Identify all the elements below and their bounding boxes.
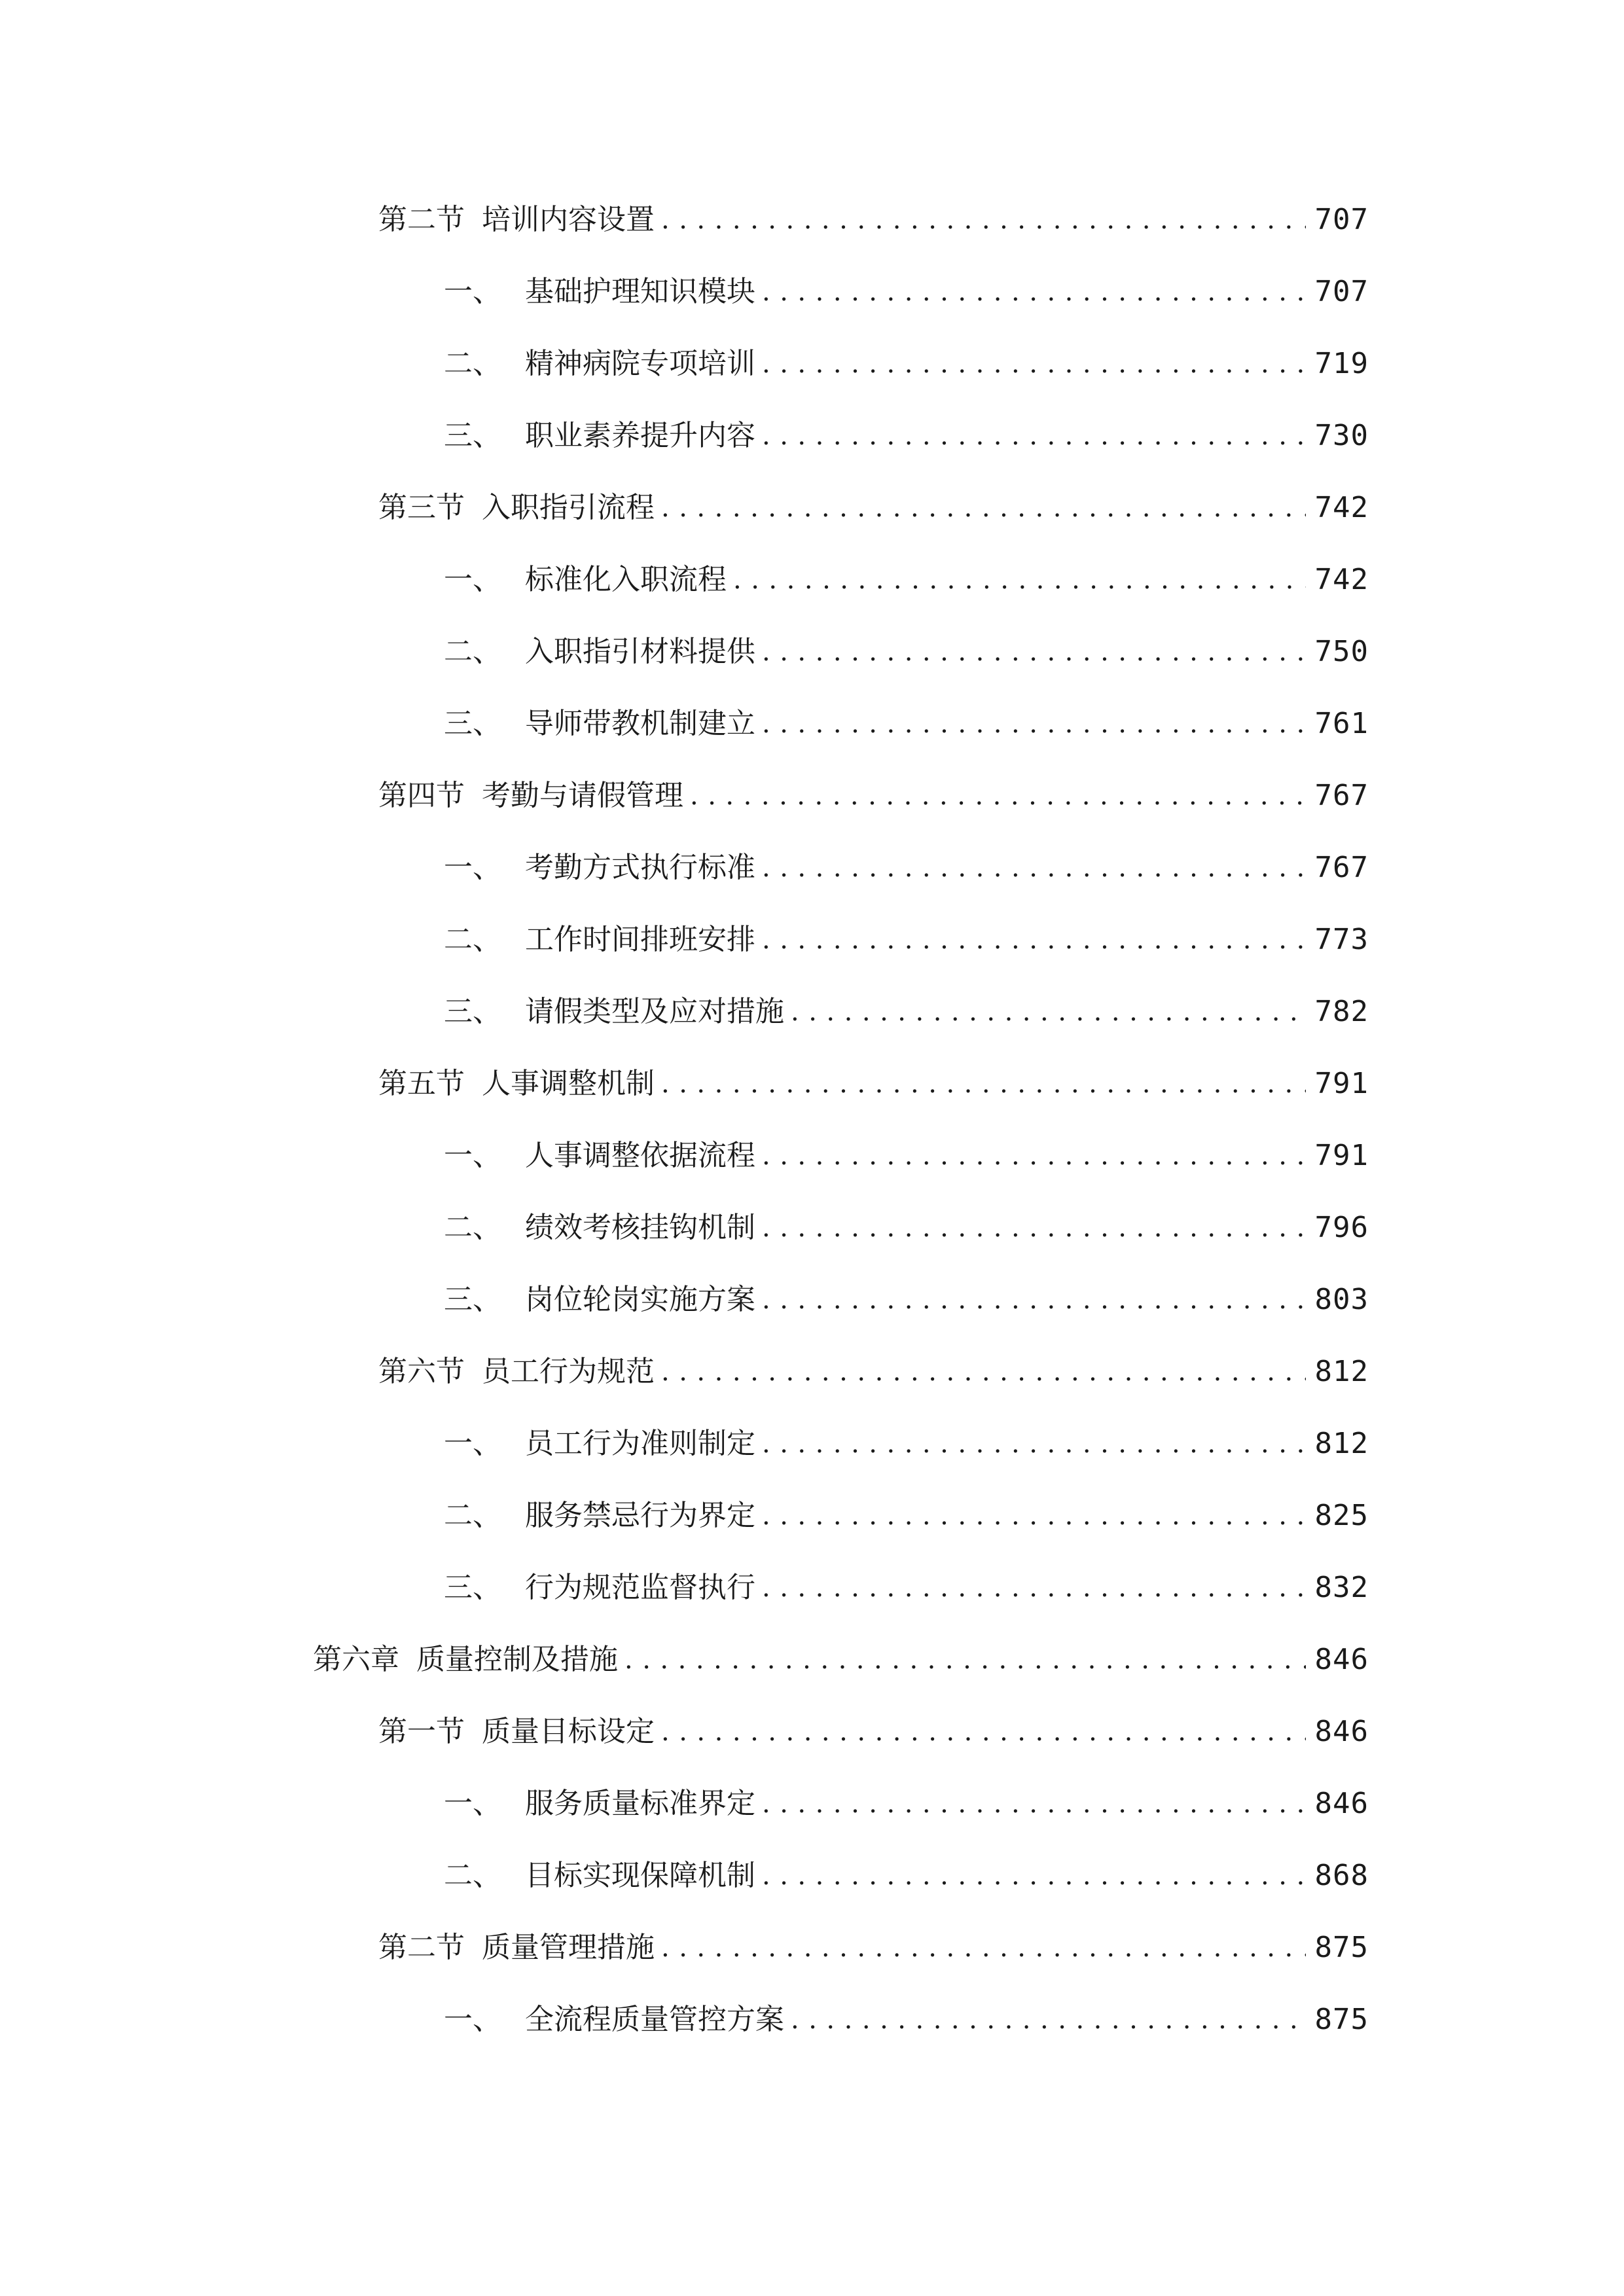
- toc-dot-leader: [733, 554, 1306, 606]
- toc-entry-page: 846: [1314, 1787, 1369, 1820]
- toc-entry-title: 质量管理措施: [482, 1931, 655, 1964]
- toc-entry-number: 二、: [444, 1859, 501, 1892]
- toc-entry-title: 岗位轮岗实施方案: [525, 1283, 755, 1316]
- toc-entry-title: 考勤方式执行标准: [525, 851, 755, 884]
- toc-entry-number: 一、: [444, 2003, 501, 2036]
- toc-entry-subsection[interactable]: [0, 1274, 1624, 1326]
- toc-entry-page: 707: [1314, 203, 1369, 236]
- toc-entry-page: 791: [1314, 1139, 1369, 1172]
- toc-entry-number: 三、: [444, 1571, 501, 1604]
- toc-entry-number: 一、: [444, 1139, 501, 1172]
- toc-entry-number: 一、: [444, 275, 501, 308]
- toc-dot-leader: [661, 194, 1306, 246]
- toc-entry-title: 员工行为准则制定: [525, 1427, 755, 1460]
- toc-entry-subsection[interactable]: [0, 986, 1624, 1038]
- toc-entry-page: 875: [1314, 1931, 1369, 1964]
- toc-entry-subsection[interactable]: [0, 1562, 1624, 1614]
- toc-entry-section[interactable]: [0, 1706, 1624, 1758]
- toc-entry-subsection[interactable]: [0, 698, 1624, 750]
- toc-dot-leader: [762, 410, 1306, 462]
- toc-entry-subsection[interactable]: [0, 626, 1624, 678]
- toc-dot-leader: [661, 482, 1306, 534]
- toc-entry-page: 750: [1314, 635, 1369, 668]
- toc-entry-title: 员工行为规范: [482, 1355, 655, 1388]
- toc-entry-number: 二、: [444, 347, 501, 380]
- toc-entry-number: 一、: [444, 1787, 501, 1820]
- toc-entry-section[interactable]: [0, 1346, 1624, 1398]
- toc-entry-page: 868: [1314, 1859, 1369, 1892]
- toc-entry-title: 入职指引材料提供: [525, 635, 755, 668]
- toc-entry-section[interactable]: [0, 770, 1624, 822]
- toc-entry-subsection[interactable]: [0, 842, 1624, 894]
- toc-entry-title: 服务禁忌行为界定: [525, 1499, 755, 1532]
- toc-entry-page: 742: [1314, 491, 1369, 524]
- toc-entry-subsection[interactable]: [0, 410, 1624, 462]
- toc-dot-leader: [762, 1778, 1306, 1830]
- toc-entry-number: 第六节: [378, 1355, 465, 1388]
- toc-entry-page: 832: [1314, 1571, 1369, 1604]
- toc-dot-leader: [624, 1634, 1306, 1686]
- toc-entry-title: 服务质量标准界定: [525, 1787, 755, 1820]
- toc-dot-leader: [791, 1994, 1306, 2046]
- toc-entry-number: 一、: [444, 1427, 501, 1460]
- toc-dot-leader: [762, 1274, 1306, 1326]
- toc-entry-title: 精神病院专项培训: [525, 347, 755, 380]
- toc-dot-leader: [762, 1418, 1306, 1470]
- toc-entry-page: 796: [1314, 1211, 1369, 1244]
- toc-dot-leader: [690, 770, 1306, 822]
- toc-entry-number: 第二节: [378, 1931, 465, 1964]
- toc-entry-title: 绩效考核挂钩机制: [525, 1211, 755, 1244]
- toc-entry-title: 目标实现保障机制: [525, 1859, 755, 1892]
- toc-dot-leader: [762, 1490, 1306, 1542]
- toc-dot-leader: [762, 914, 1306, 966]
- toc-entry-title: 入职指引流程: [482, 491, 655, 524]
- toc-dot-leader: [791, 986, 1306, 1038]
- toc-entry-section[interactable]: [0, 1058, 1624, 1110]
- toc-entry-title: 标准化入职流程: [525, 563, 727, 596]
- toc-dot-leader: [661, 1922, 1306, 1974]
- toc-entry-number: 二、: [444, 1211, 501, 1244]
- toc-entry-subsection[interactable]: [0, 1850, 1624, 1902]
- toc-entry-subsection[interactable]: [0, 1130, 1624, 1182]
- toc-entry-title: 基础护理知识模块: [525, 275, 755, 308]
- toc-dot-leader: [762, 698, 1306, 750]
- toc-entry-number: 第五节: [378, 1067, 465, 1100]
- toc-entry-title: 人事调整机制: [482, 1067, 655, 1100]
- toc-entry-number: 第六章: [313, 1643, 399, 1676]
- toc-entry-page: 761: [1314, 707, 1369, 740]
- toc-entry-page: 707: [1314, 275, 1369, 308]
- toc-dot-leader: [661, 1706, 1306, 1758]
- toc-entry-chapter[interactable]: [0, 1634, 1624, 1686]
- toc-entry-section[interactable]: [0, 482, 1624, 534]
- toc-entry-page: 719: [1314, 347, 1369, 380]
- toc-entry-title: 工作时间排班安排: [525, 923, 755, 956]
- toc-entry-number: 一、: [444, 851, 501, 884]
- toc-entry-title: 考勤与请假管理: [482, 779, 683, 812]
- toc-dot-leader: [762, 1562, 1306, 1614]
- toc-entry-page: 812: [1314, 1427, 1369, 1460]
- toc-entry-section[interactable]: [0, 1922, 1624, 1974]
- toc-entry-page: 773: [1314, 923, 1369, 956]
- toc-entry-subsection[interactable]: [0, 1490, 1624, 1542]
- toc-entry-page: 846: [1314, 1643, 1369, 1676]
- toc-entry-number: 一、: [444, 563, 501, 596]
- toc-entry-subsection[interactable]: [0, 914, 1624, 966]
- toc-dot-leader: [762, 626, 1306, 678]
- toc-entry-number: 二、: [444, 635, 501, 668]
- toc-dot-leader: [762, 1850, 1306, 1902]
- toc-entry-page: 846: [1314, 1715, 1369, 1748]
- toc-dot-leader: [661, 1058, 1306, 1110]
- toc-entry-subsection[interactable]: [0, 554, 1624, 606]
- toc-entry-subsection[interactable]: [0, 1994, 1624, 2046]
- toc-entry-number: 第二节: [378, 203, 465, 236]
- toc-entry-number: 三、: [444, 419, 501, 452]
- toc-entry-page: 767: [1314, 779, 1369, 812]
- toc-dot-leader: [762, 338, 1306, 390]
- toc-dot-leader: [762, 266, 1306, 318]
- toc-entry-page: 782: [1314, 995, 1369, 1028]
- toc-entry-section[interactable]: [0, 194, 1624, 246]
- toc-entry-subsection[interactable]: [0, 338, 1624, 390]
- toc-dot-leader: [762, 1202, 1306, 1254]
- toc-entry-subsection[interactable]: [0, 266, 1624, 318]
- toc-entry-number: 第一节: [378, 1715, 465, 1748]
- toc-entry-title: 质量控制及措施: [416, 1643, 618, 1676]
- toc-entry-title: 人事调整依据流程: [525, 1139, 755, 1172]
- toc-entry-number: 二、: [444, 1499, 501, 1532]
- toc-entry-page: 730: [1314, 419, 1369, 452]
- toc-entry-title: 职业素养提升内容: [525, 419, 755, 452]
- toc-entry-number: 第四节: [378, 779, 465, 812]
- toc-entry-subsection[interactable]: [0, 1778, 1624, 1830]
- toc-entry-subsection[interactable]: [0, 1418, 1624, 1470]
- toc-entry-title: 培训内容设置: [482, 203, 655, 236]
- toc-entry-title: 质量目标设定: [482, 1715, 655, 1748]
- toc-entry-title: 请假类型及应对措施: [525, 995, 784, 1028]
- toc-entry-page: 875: [1314, 2003, 1369, 2036]
- toc-entry-subsection[interactable]: [0, 1202, 1624, 1254]
- toc-entry-number: 二、: [444, 923, 501, 956]
- toc-entry-number: 三、: [444, 1283, 501, 1316]
- toc-entry-page: 742: [1314, 563, 1369, 596]
- toc-entry-page: 791: [1314, 1067, 1369, 1100]
- toc-entry-page: 803: [1314, 1283, 1369, 1316]
- toc-entry-number: 三、: [444, 707, 501, 740]
- toc-entry-number: 第三节: [378, 491, 465, 524]
- toc-dot-leader: [762, 842, 1306, 894]
- toc-entry-title: 全流程质量管控方案: [525, 2003, 784, 2036]
- toc-dot-leader: [762, 1130, 1306, 1182]
- toc-entry-page: 812: [1314, 1355, 1369, 1388]
- toc-entry-title: 行为规范监督执行: [525, 1571, 755, 1604]
- toc-entry-page: 825: [1314, 1499, 1369, 1532]
- toc-entry-page: 767: [1314, 851, 1369, 884]
- toc-dot-leader: [661, 1346, 1306, 1398]
- toc-entry-number: 三、: [444, 995, 501, 1028]
- toc-entry-title: 导师带教机制建立: [525, 707, 755, 740]
